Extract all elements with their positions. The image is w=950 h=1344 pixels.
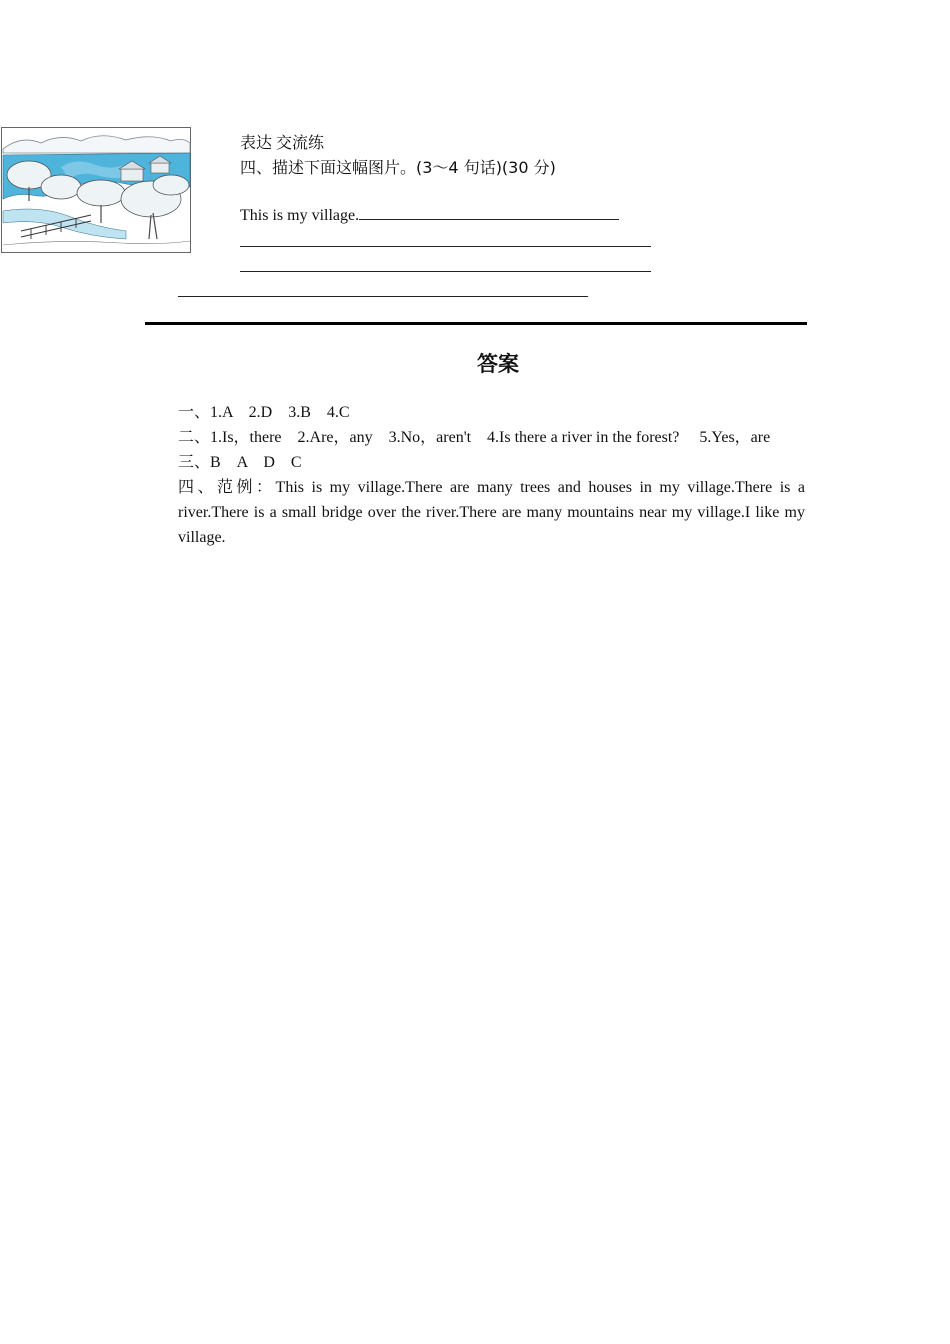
answer-line: [240, 271, 651, 272]
answer-line: [178, 296, 588, 297]
answer-key: [178, 400, 805, 550]
section-label: 表达 交流练: [240, 135, 325, 152]
answer-section-4: 四、范例：This is my village.There are many trees and houses in my village.There is a river.There is a small bridge over the river.There are many mountains near my village.I like my village.: [178, 479, 805, 546]
answer-blank: [359, 205, 619, 220]
writing-prompt: [240, 205, 619, 225]
prompt-text: This is my village.: [240, 207, 360, 224]
answer-section-3: 三、B A D C: [178, 454, 302, 471]
answer-title: 答案: [477, 352, 519, 376]
question-prompt: 四、描述下面这幅图片。(3～4 句话)(30 分): [240, 158, 556, 177]
answer-line: [240, 246, 651, 247]
answer-section-1: 一、1.A 2.D 3.B 4.C: [178, 404, 350, 421]
answer-section-2: 二、1.Is，there 2.Are，any 3.No，aren't 4.Is there a river in the forest? 5.Yes，are: [178, 429, 771, 446]
divider-rule: [145, 322, 807, 325]
village-picture: [1, 127, 191, 253]
